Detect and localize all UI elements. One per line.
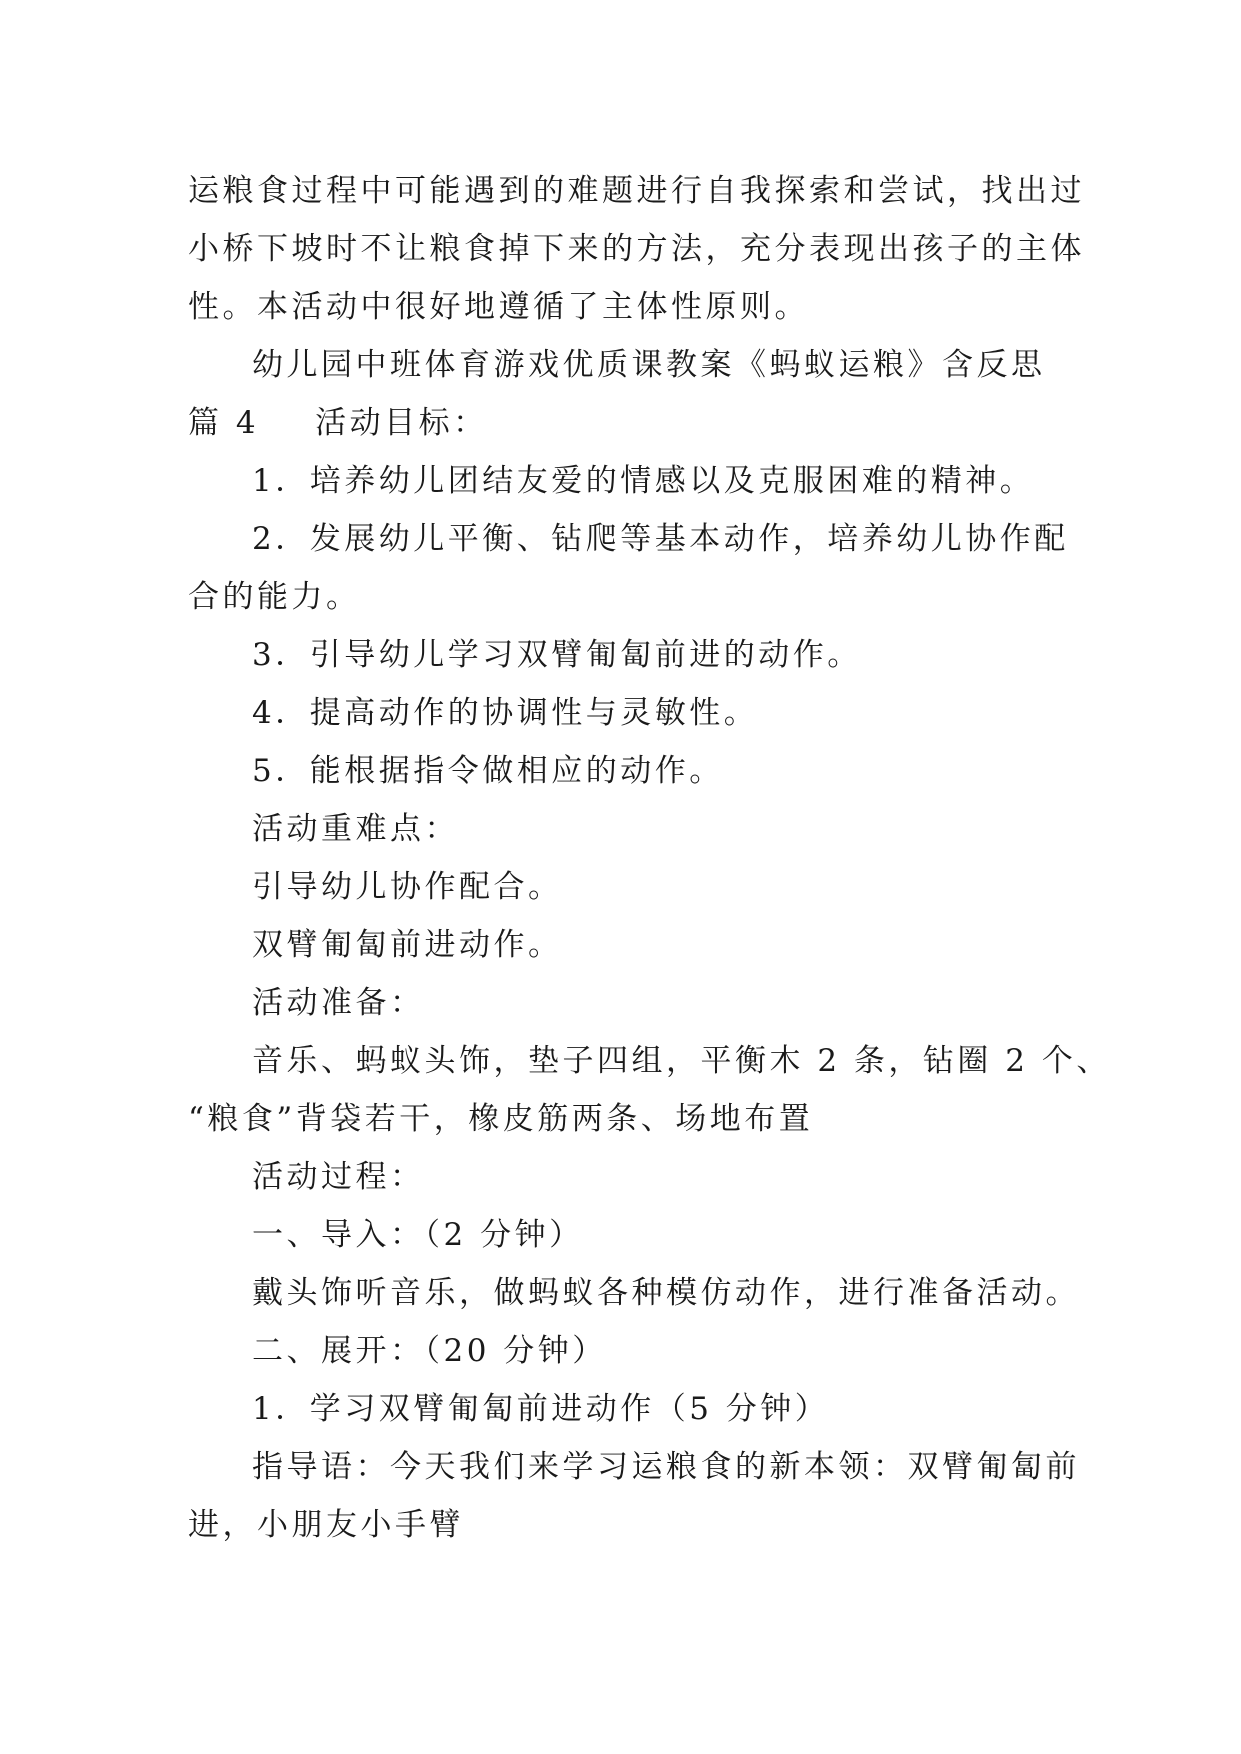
goal-item: 5．能根据指令做相应的动作。	[252, 753, 724, 789]
process-step-text: 戴头饰听音乐，做蚂蚁各种模仿动作，进行准备活动。	[252, 1275, 1080, 1311]
process-step-text-continuation: 进，小朋友小手臂	[188, 1507, 464, 1543]
section-title: 幼儿园中班体育游戏优质课教案《蚂蚁运粮》含反思	[252, 347, 1046, 383]
preparation-text-continuation: “粮食”背袋若干，橡皮筋两条、场地布置	[188, 1101, 814, 1137]
process-substep-heading: 1．学习双臂匍匐前进动作（5 分钟）	[252, 1391, 830, 1427]
text-line: 小桥下坡时不让粮食掉下来的方法，充分表现出孩子的主体	[188, 231, 1085, 267]
key-point-item: 引导幼儿协作配合。	[252, 869, 563, 905]
goal-item: 3．引导幼儿学习双臂匍匐前进的动作。	[252, 637, 862, 673]
goal-item: 1．培养幼儿团结友爱的情感以及克服困难的精神。	[252, 463, 1035, 499]
heading-preparation: 活动准备：	[252, 985, 425, 1021]
preparation-text: 音乐、蚂蚁头饰，垫子四组，平衡木 2 条，钻圈 2 个、	[252, 1043, 1111, 1079]
process-step-text: 指导语：今天我们来学习运粮食的新本领：双臂匍匐前	[252, 1449, 1080, 1485]
goal-item-continuation: 合的能力。	[188, 579, 361, 615]
process-step-heading: 二、展开：（20 分钟）	[252, 1333, 607, 1369]
section-title-continuation	[188, 394, 1068, 452]
heading-key-points: 活动重难点：	[252, 811, 459, 847]
goal-item: 4．提高动作的协调性与灵敏性。	[252, 695, 759, 731]
section-number: 篇 4	[188, 405, 260, 441]
document-body	[188, 162, 1111, 1554]
key-point-item: 双臂匍匐前进动作。	[252, 927, 563, 963]
heading-process: 活动过程：	[252, 1159, 425, 1195]
goal-item: 2．发展幼儿平衡、钻爬等基本动作，培养幼儿协作配	[252, 521, 1069, 557]
text-line: 性。本活动中很好地遵循了主体性原则。	[188, 289, 809, 325]
text-line: 运粮食过程中可能遇到的难题进行自我探索和尝试，找出过	[188, 173, 1085, 209]
heading-activity-goals: 活动目标：	[315, 405, 488, 441]
process-step-heading: 一、导入：（2 分钟）	[252, 1217, 584, 1253]
